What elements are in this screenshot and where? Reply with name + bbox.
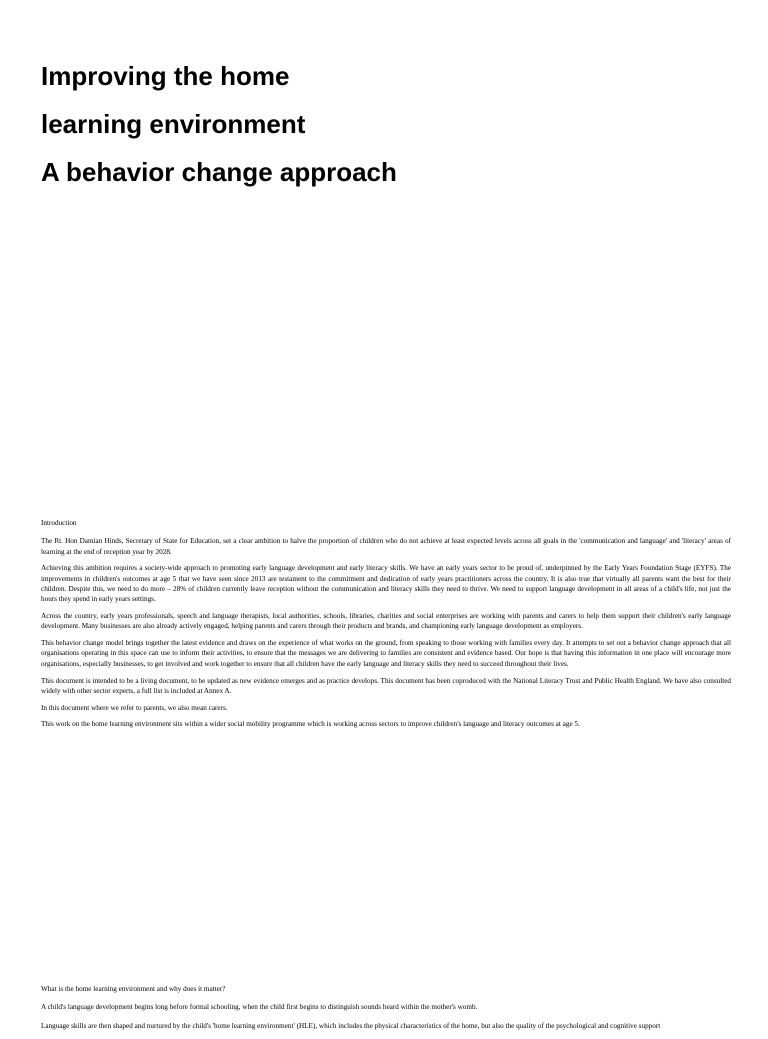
- intro-paragraph: In this document where we refer to parents, we also mean carers.: [41, 703, 228, 712]
- home-learning-paragraph: Language skills are then shaped and nurtured by the child's 'home learning environment' (HLE), which includes the physical characteristics of the home, but also the quality of the psychological and cognitive support: [41, 1021, 661, 1030]
- intro-paragraph: Achieving this ambition requires a society-wide approach to promoting early language development and early literacy skills. We have an early years sector to be proud of, underpinned by the Early Years Foundation Stage (EYFS). The improvements in children's outcomes at age 5 that we have seen since 2013 are testament to the commitment and dedication of early years practitioners across the country. It is also true that virtually all parents want the best for their children. Despite this, we need to do more – 28% of children currently leave reception without the communication and literacy skills they need to thrive. We need to support language development in all areas of a child's life, not just the hours they spend in early years settings.: [41, 564, 731, 604]
- intro-paragraph: This work on the home learning environment sits within a wider social mobility programme which is working across sectors to improve children's language and literacy outcomes at age 5.: [41, 720, 580, 729]
- title-line-2: learning environment: [41, 109, 306, 139]
- introduction-section: [41, 518, 731, 736]
- title-line-3: A behavior change approach: [41, 157, 397, 187]
- title-line-1: Improving the home: [41, 61, 290, 91]
- home-learning-heading: What is the home learning environment and why does it matter?: [41, 985, 226, 993]
- home-learning-paragraph: A child's language development begins long before formal schooling, when the child first begins to distinguish sounds heard within the mother's womb.: [41, 1003, 478, 1012]
- intro-paragraph: This document is intended to be a living document, to be updated as new evidence emerges and as practice develops. This document has been coproduced with the National Literacy Trust and Public Health England. We have also consulted widely with other sector experts, a full list is included at Annex A.: [41, 676, 731, 695]
- home-learning-section: [41, 984, 731, 1039]
- document-title: [41, 52, 741, 196]
- intro-paragraph: Across the country, early years professionals, speech and language therapists, local authorities, schools, libraries, charities and social enterprises are working with parents and carers to help them support their children's early language development. Many businesses are also already actively engaged, helping parents and carers through their products and brands, and championing early language development as employers.: [41, 612, 731, 631]
- intro-paragraph: This behavior change model brings together the latest evidence and draws on the experience of what works on the ground, from speaking to those working with families every day. It attempts to set out a behavior change approach that all organisations operating in this space can use to inform their activities, to ensure that the messages we are delivering to families are consistent and evidence based. Our hope is that having this information in one place will encourage more organisations, especially businesses, to get involved and work together to ensure that all children have the early language and literacy skills they need to succeed throughout their lives.: [41, 639, 731, 668]
- intro-paragraph: The Rt. Hon Damian Hinds, Secretary of State for Education, set a clear ambition to halve the proportion of children who do not achieve at least expected levels across all goals in the 'communication and language' and 'literacy' areas of learning at the end of reception year by 2028.: [41, 537, 731, 556]
- introduction-heading: Introduction: [41, 519, 77, 527]
